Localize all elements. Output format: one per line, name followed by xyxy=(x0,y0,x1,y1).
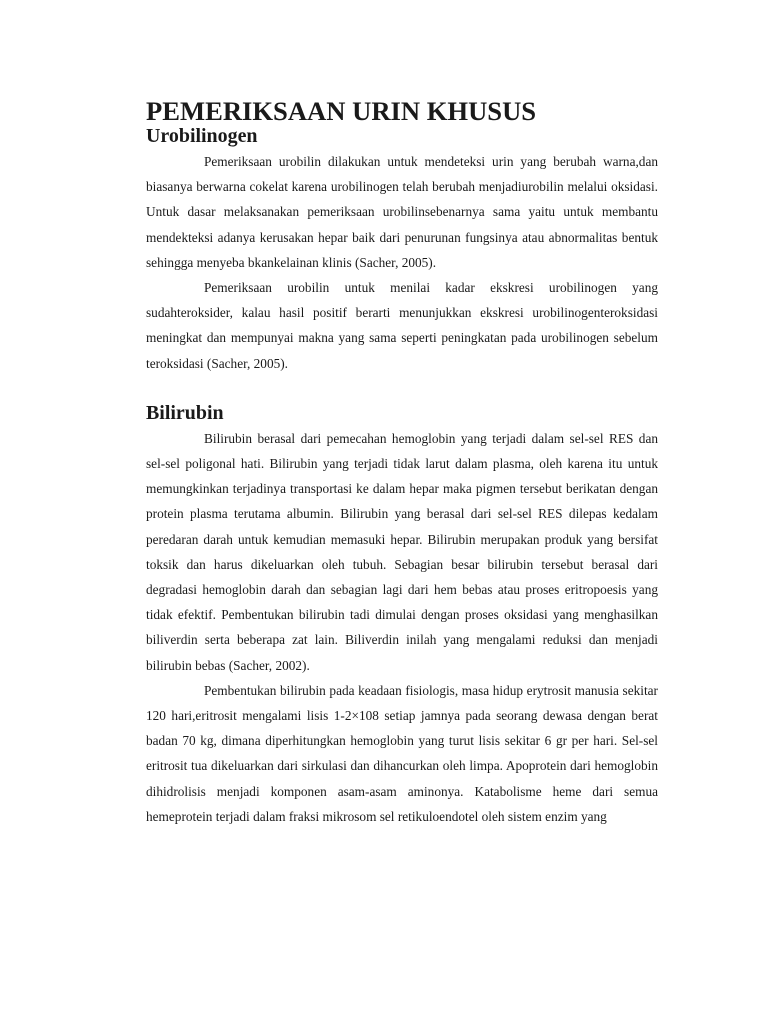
section-spacer xyxy=(146,376,658,401)
document-title: PEMERIKSAAN URIN KHUSUS xyxy=(146,96,537,126)
document-body xyxy=(146,96,658,829)
paragraph-urobilinogen-1: Pemeriksaan urobilin dilakukan untuk mendeteksi urin yang berubah warna,dan biasanya berwarna cokelat karena urobilinogen telah berubah menjadiurobilin melalui oksidasi. Untuk dasar melaksanakan pemeriksaan urobilinsebenarnya sama yaitu untuk membantu mendekteksi adanya kerusakan hepar baik dari penurunan fungsinya atau abnormalitas bentuk sehingga menyeba bkankelainan klinis (Sacher, 2005). xyxy=(146,154,658,270)
section-heading-bilirubin: Bilirubin xyxy=(146,401,224,424)
paragraph-urobilinogen-2: Pemeriksaan urobilin untuk menilai kadar ekskresi urobilinogen yang sudahteroksider, kalau hasil positif berarti menunjukkan ekskresi urobilinogenteroksidasi meningkat dan mempunyai makna yang sama seperti peningkatan pada urobilinogen sebelum teroksidasi (Sacher, 2005). xyxy=(146,280,658,371)
paragraph-bilirubin-2: Pembentukan bilirubin pada keadaan fisiologis, masa hidup erytrosit manusia sekitar 120 hari,eritrosit mengalami lisis 1-2×108 setiap jamnya pada seorang dewasa dengan berat badan 70 kg, dimana diperhitungkan hemoglobin yang turut lisis sekitar 6 gr per hari. Sel-sel eritrosit tua dikeluarkan dari sirkulasi dan dihancurkan oleh limpa. Apoprotein dari hemoglobin dihidrolisis menjadi komponen asam-asam aminonya. Katabolisme heme dari semua hemeprotein terjadi dalam fraksi mikrosom sel retikuloendotel oleh sistem enzim yang xyxy=(146,682,658,824)
paragraph-bilirubin-1: Bilirubin berasal dari pemecahan hemoglobin yang terjadi dalam sel-sel RES dan sel-sel poligonal hati. Bilirubin yang terjadi tidak larut dalam plasma, oleh karena itu untuk memungkinkan terjadinya transportasi ke dalam hepar maka pigmen tersebut berikatan dengan protein plasma terutama albumin. Bilirubin yang berasal dari sel-sel RES dilepas kedalam peredaran darah untuk kemudian memasuki hepar. Bilirubin merupakan produk yang bersifat toksik dan harus dikeluarkan oleh tubuh. Sebagian besar bilirubin tersebut berasal dari degradasi hemoglobin darah dan sebagian lagi dari hem bebas atau proses eritropoesis yang tidak efektif. Pembentukan bilirubin tadi dimulai dengan proses oksidasi yang menghasilkan biliverdin serta beberapa zat lain. Biliverdin inilah yang mengalami reduksi dan menjadi bilirubin bebas (Sacher, 2002). xyxy=(146,430,658,673)
section-heading-urobilinogen: Urobilinogen xyxy=(146,125,258,147)
